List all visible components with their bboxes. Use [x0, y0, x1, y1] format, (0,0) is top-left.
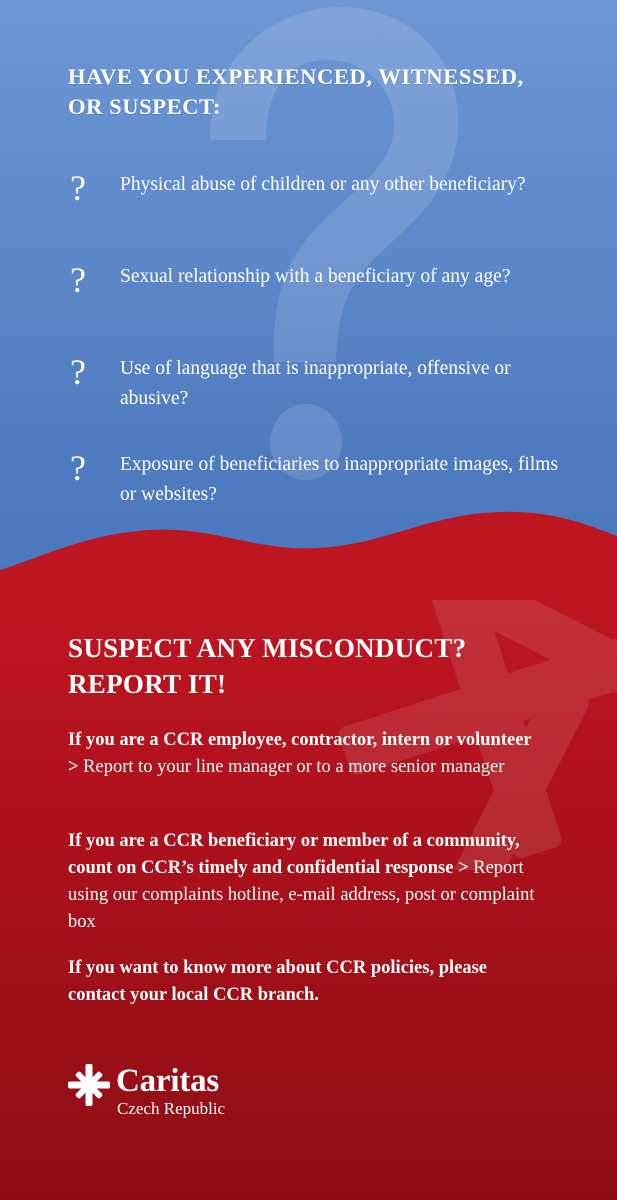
section-title: SUSPECT ANY MISCONDUCT? REPORT IT!: [68, 633, 467, 699]
question-text: Exposure of beneficiaries to inappropriate images, films or websites?: [120, 454, 559, 505]
paragraph-bold-lead: If you are a CCR beneficiary or member of a community, count on CCR’s timely and confidential response >: [68, 831, 520, 878]
bottom-section: [0, 600, 617, 1200]
caritas-logo: [68, 1062, 328, 1132]
report-paragraph-beneficiary: [68, 828, 538, 936]
logo-name: Caritas: [116, 1063, 220, 1099]
question-text: Use of language that is inappropriate, offensive or abusive?: [120, 358, 511, 409]
list-item: [64, 354, 564, 414]
page-title: HAVE YOU EXPERIENCED, WITNESSED, OR SUSPECT:: [68, 64, 524, 119]
question-mark-icon: ?: [70, 168, 86, 208]
paragraph-bold-lead: If you want to know more about CCR policies, please contact your local CCR branch.: [68, 958, 488, 1005]
list-item: [64, 262, 564, 318]
question-mark-icon: ?: [70, 448, 86, 488]
report-paragraph-employee: [68, 727, 538, 781]
paragraph-rest: Report using our complaints hotline, e-mail address, post or complaint box: [68, 858, 535, 932]
paragraph-rest: Report to your line manager or to a more senior manager: [78, 757, 505, 777]
caritas-cross-logo-icon: [68, 1064, 110, 1106]
question-text: Physical abuse of children or any other beneficiary?: [120, 174, 526, 195]
question-list: [64, 170, 564, 546]
logo-subtitle: Czech Republic: [117, 1099, 226, 1118]
list-item: [64, 170, 564, 226]
report-paragraph-policies: [68, 955, 538, 1009]
question-text: Sexual relationship with a beneficiary of any age?: [120, 266, 511, 287]
question-mark-icon: ?: [70, 352, 86, 392]
question-mark-icon: ?: [70, 260, 86, 300]
paragraph-bold-lead: If you are a CCR employee, contractor, intern or volunteer >: [68, 730, 532, 777]
